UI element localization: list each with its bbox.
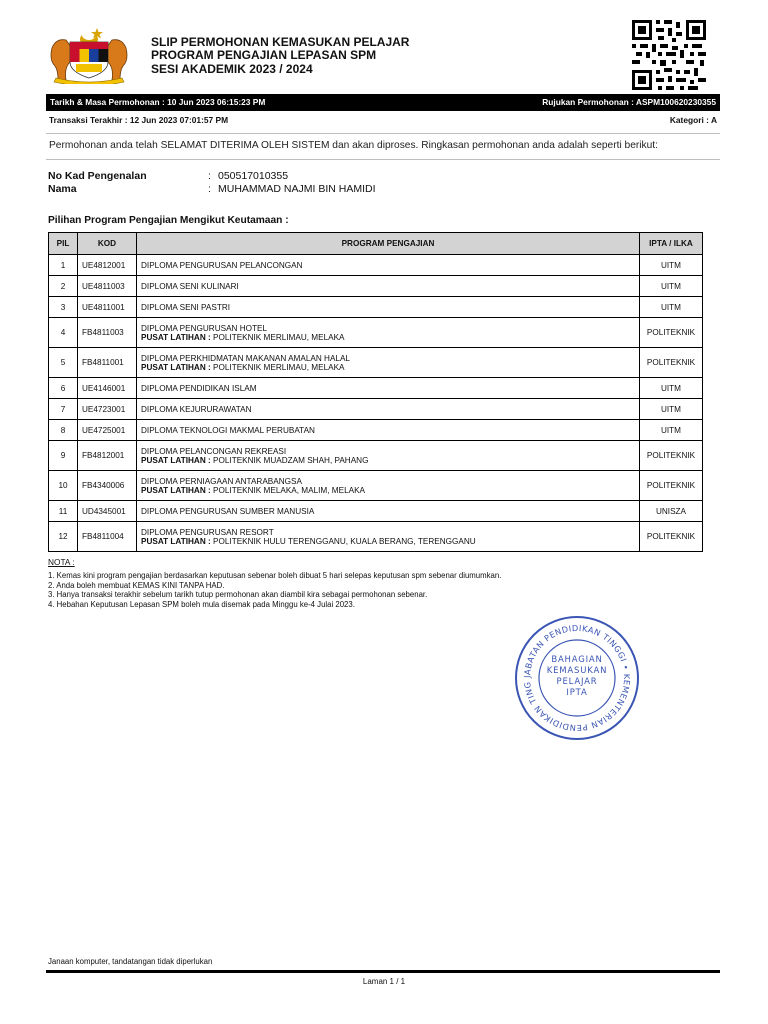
stamp-line-1: BAHAGIAN <box>551 655 603 665</box>
program-name: DIPLOMA PELANCONGAN REKREASI <box>141 446 287 456</box>
cell-ipta: UITM <box>640 297 703 318</box>
program-name: DIPLOMA PENGURUSAN RESORT <box>141 527 274 537</box>
cell-ipta: UITM <box>640 378 703 399</box>
table-row <box>49 522 703 552</box>
stamp-line-4: IPTA <box>566 688 588 698</box>
table-row <box>49 297 703 318</box>
qr-code-icon <box>632 20 706 90</box>
cell-pil: 4 <box>49 318 78 348</box>
cell-pil: 3 <box>49 297 78 318</box>
cell-ipta: UITM <box>640 255 703 276</box>
training-centre-label: PUSAT LATIHAN : <box>141 485 211 495</box>
table-row <box>49 501 703 522</box>
application-reference: Rujukan Permohonan : ASPM100620230355 <box>542 97 716 107</box>
training-centre-label: PUSAT LATIHAN : <box>141 455 211 465</box>
cell-program <box>137 399 640 420</box>
training-centre <box>141 537 635 546</box>
cell-kod: UE4812001 <box>78 255 137 276</box>
ic-label: No Kad Pengenalan <box>48 170 147 182</box>
table-row <box>49 420 703 441</box>
transaction-row <box>46 114 720 126</box>
training-centre-label: PUSAT LATIHAN : <box>141 332 211 342</box>
program-name: DIPLOMA PENGURUSAN SUMBER MANUSIA <box>141 506 315 516</box>
cell-ipta: POLITEKNIK <box>640 471 703 501</box>
cell-kod: FB4340006 <box>78 471 137 501</box>
cell-program <box>137 276 640 297</box>
cell-program <box>137 318 640 348</box>
col-header-pil: PIL <box>49 233 78 255</box>
program-name: DIPLOMA PENGURUSAN PELANCONGAN <box>141 260 303 270</box>
col-header-kod: KOD <box>78 233 137 255</box>
cell-pil: 1 <box>49 255 78 276</box>
program-name: DIPLOMA SENI KULINARI <box>141 281 239 291</box>
intro-box <box>46 133 720 160</box>
cell-kod: UE4811001 <box>78 297 137 318</box>
cell-pil: 5 <box>49 348 78 378</box>
cell-program <box>137 348 640 378</box>
nota-item-3: 3. Hanya transaksi terakhir sebelum tarikh tutup permohonan akan diambil kira sebagai permohonan sebenar. <box>48 590 428 599</box>
cell-pil: 7 <box>49 399 78 420</box>
training-centre <box>141 363 635 372</box>
program-name: DIPLOMA PERNIAGAAN ANTARABANGSA <box>141 476 302 486</box>
program-name: DIPLOMA PENDIDIKAN ISLAM <box>141 383 257 393</box>
table-row <box>49 318 703 348</box>
training-centre-value: POLITEKNIK MUADZAM SHAH, PAHANG <box>213 455 369 465</box>
cell-ipta: UITM <box>640 399 703 420</box>
cell-program <box>137 255 640 276</box>
cell-program <box>137 501 640 522</box>
training-centre-value: POLITEKNIK MERLIMAU, MELAKA <box>213 332 345 342</box>
program-name: DIPLOMA PERKHIDMATAN MAKANAN AMALAN HALAL <box>141 353 350 363</box>
program-name: DIPLOMA KEJURURAWATAN <box>141 404 252 414</box>
footer-divider <box>46 970 720 973</box>
footer-note: Janaan komputer, tandatangan tidak diperlukan <box>48 957 213 966</box>
program-name: DIPLOMA TEKNOLOGI MAKMAL PERUBATAN <box>141 425 315 435</box>
title-line-3: SESI AKADEMIK 2023 / 2024 <box>151 62 313 76</box>
cell-ipta: POLITEKNIK <box>640 318 703 348</box>
program-name: DIPLOMA SENI PASTRI <box>141 302 231 312</box>
training-centre <box>141 456 635 465</box>
cell-pil: 8 <box>49 420 78 441</box>
cell-pil: 12 <box>49 522 78 552</box>
training-centre-label: PUSAT LATIHAN : <box>141 536 211 546</box>
name-label: Nama <box>48 183 77 195</box>
cell-ipta: UITM <box>640 276 703 297</box>
name-colon: : <box>208 183 211 195</box>
training-centre <box>141 486 635 495</box>
table-row <box>49 441 703 471</box>
cell-pil: 9 <box>49 441 78 471</box>
table-row <box>49 399 703 420</box>
cell-pil: 11 <box>49 501 78 522</box>
cell-pil: 10 <box>49 471 78 501</box>
programs-table-body <box>49 255 703 552</box>
cell-pil: 2 <box>49 276 78 297</box>
programs-table <box>48 232 703 552</box>
col-header-program: PROGRAM PENGAJIAN <box>137 233 640 255</box>
training-centre-value: POLITEKNIK HULU TERENGGANU, KUALA BERANG, TERENGGANU <box>213 536 476 546</box>
cell-kod: FB4811004 <box>78 522 137 552</box>
official-stamp <box>512 613 642 743</box>
name-value: MUHAMMAD NAJMI BIN HAMIDI <box>218 183 376 195</box>
cell-ipta: POLITEKNIK <box>640 348 703 378</box>
cell-ipta: POLITEKNIK <box>640 441 703 471</box>
coat-of-arms-icon <box>46 26 132 84</box>
nota-heading: NOTA : <box>48 557 75 567</box>
title-line-2: PROGRAM PENGAJIAN LEPASAN SPM <box>151 48 377 62</box>
cell-kod: FB4811001 <box>78 348 137 378</box>
ic-value: 050517010355 <box>218 170 289 182</box>
last-transaction: Transaksi Terakhir : 12 Jun 2023 07:01:57 PM <box>49 115 229 125</box>
training-centre <box>141 333 635 342</box>
programs-title: Pilihan Program Pengajian Mengikut Keutamaan : <box>48 215 289 226</box>
title-line-1: SLIP PERMOHONAN KEMASUKAN PELAJAR <box>151 35 410 49</box>
cell-program <box>137 297 640 318</box>
cell-kod: UE4723001 <box>78 399 137 420</box>
cell-kod: FB4812001 <box>78 441 137 471</box>
nota-item-2: 2. Anda boleh membuat KEMAS KINI TANPA HAD. <box>48 580 225 590</box>
application-meta-bar <box>46 94 720 111</box>
col-header-ipta: IPTA / ILKA <box>640 233 703 255</box>
table-row <box>49 471 703 501</box>
cell-program <box>137 420 640 441</box>
cell-ipta: UNISZA <box>640 501 703 522</box>
table-row <box>49 276 703 297</box>
training-centre-value: POLITEKNIK MERLIMAU, MELAKA <box>213 362 345 372</box>
cell-kod: UE4146001 <box>78 378 137 399</box>
intro-text: Permohonan anda telah SELAMAT DITERIMA OLEH SISTEM dan akan diproses. Ringkasan permohonan anda adalah seperti berikut: <box>49 140 658 151</box>
nota-item-4: 4. Hebahan Keputusan Lepasan SPM boleh mula disemak pada Minggu ke-4 Julai 2023. <box>48 599 355 609</box>
cell-kod: UE4725001 <box>78 420 137 441</box>
cell-kod: UD4345001 <box>78 501 137 522</box>
table-row <box>49 378 703 399</box>
cell-pil: 6 <box>49 378 78 399</box>
training-centre-label: PUSAT LATIHAN : <box>141 362 211 372</box>
cell-program <box>137 522 640 552</box>
category: Kategori : A <box>669 115 717 125</box>
program-name: DIPLOMA PENGURUSAN HOTEL <box>141 323 268 333</box>
cell-program <box>137 441 640 471</box>
stamp-line-2: KEMASUKAN <box>546 666 608 676</box>
table-header-row <box>49 233 703 255</box>
nota-item-1: 1. Kemas kini program pengajian berdasarkan keputusan sebenar boleh dibuat 5 hari selepas keputusan spm sebenar diumumkan. <box>48 571 502 580</box>
cell-program <box>137 471 640 501</box>
page-number: Laman 1 / 1 <box>362 977 406 986</box>
stamp-line-3: PELAJAR <box>556 677 598 687</box>
training-centre-value: POLITEKNIK MELAKA, MALIM, MELAKA <box>213 485 365 495</box>
cell-ipta: UITM <box>640 420 703 441</box>
cell-ipta: POLITEKNIK <box>640 522 703 552</box>
application-datetime: Tarikh & Masa Permohonan : 10 Jun 2023 06:15:23 PM <box>50 97 266 107</box>
table-row <box>49 255 703 276</box>
cell-kod: FB4811003 <box>78 318 137 348</box>
table-row <box>49 348 703 378</box>
cell-program <box>137 378 640 399</box>
stamp-outer-text: JABATAN PENDIDIKAN TINGGI • KEMENTERIAN PENDIDIKAN TING <box>521 622 633 734</box>
ic-colon: : <box>208 170 211 182</box>
cell-kod: UE4811003 <box>78 276 137 297</box>
